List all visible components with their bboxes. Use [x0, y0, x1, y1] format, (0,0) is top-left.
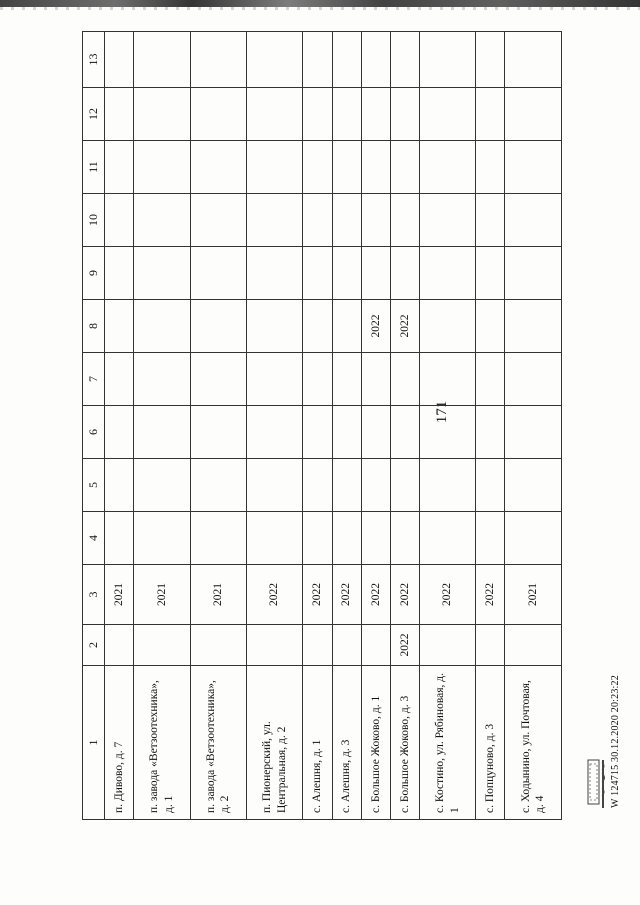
year-cell: 2021 — [505, 565, 562, 625]
year-cell — [190, 300, 246, 353]
year-cell — [246, 141, 302, 194]
column-header: 12 — [83, 88, 105, 141]
year-cell — [332, 194, 361, 247]
year-cell — [476, 32, 505, 88]
address-cell: п. Пионерский, ул. Центральная, д. 2 — [246, 666, 302, 820]
year-cell — [190, 625, 246, 666]
year-cell — [105, 353, 134, 406]
table-row — [332, 32, 361, 820]
column-header: 6 — [83, 406, 105, 459]
address-cell: с. Большое Жоково, д. 3 — [390, 666, 419, 820]
year-cell — [361, 512, 390, 565]
year-cell — [505, 88, 562, 141]
year-cell — [390, 353, 419, 406]
table-row — [505, 32, 562, 820]
table-row — [190, 32, 246, 820]
year-cell — [476, 625, 505, 666]
year-cell — [303, 406, 332, 459]
year-cell — [361, 32, 390, 88]
year-cell — [246, 406, 302, 459]
address-cell: п. завода «Ветзоотехника», д. 2 — [190, 666, 246, 820]
year-cell — [246, 247, 302, 300]
year-cell: 2022 — [476, 565, 505, 625]
table-row — [105, 32, 134, 820]
column-header: 3 — [83, 565, 105, 625]
year-cell — [105, 459, 134, 512]
year-cell — [246, 625, 302, 666]
table-row — [246, 32, 302, 820]
year-cell — [134, 247, 190, 300]
table-row — [134, 32, 190, 820]
table-row — [419, 32, 475, 820]
year-cell — [332, 353, 361, 406]
year-cell — [332, 88, 361, 141]
year-cell — [134, 625, 190, 666]
year-cell — [190, 194, 246, 247]
year-cell — [505, 512, 562, 565]
column-header: 8 — [83, 300, 105, 353]
year-cell — [246, 194, 302, 247]
year-cell — [303, 512, 332, 565]
column-header: 11 — [83, 141, 105, 194]
year-cell — [361, 194, 390, 247]
year-cell — [390, 247, 419, 300]
year-cell — [134, 353, 190, 406]
year-cell — [505, 353, 562, 406]
year-cell — [332, 625, 361, 666]
year-cell — [419, 194, 475, 247]
year-cell — [390, 88, 419, 141]
year-cell — [361, 625, 390, 666]
year-cell — [190, 353, 246, 406]
year-cell: 2022 — [361, 565, 390, 625]
year-cell — [390, 512, 419, 565]
year-cell — [505, 32, 562, 88]
year-cell — [476, 141, 505, 194]
year-cell — [105, 247, 134, 300]
year-cell — [105, 194, 134, 247]
year-cell — [390, 32, 419, 88]
year-cell — [105, 141, 134, 194]
year-cell — [303, 625, 332, 666]
year-cell — [105, 300, 134, 353]
address-cell: с. Попцуново, д. 3 — [476, 666, 505, 820]
year-cell — [419, 459, 475, 512]
year-cell — [303, 353, 332, 406]
year-cell — [419, 88, 475, 141]
table-row — [361, 32, 390, 820]
year-cell: 2022 — [361, 300, 390, 353]
year-cell — [476, 406, 505, 459]
stamp-divider — [602, 760, 604, 808]
year-cell — [419, 353, 475, 406]
year-cell — [190, 247, 246, 300]
year-cell — [134, 512, 190, 565]
year-cell — [419, 300, 475, 353]
year-cell: 2022 — [303, 565, 332, 625]
year-cell — [390, 141, 419, 194]
year-cell — [505, 406, 562, 459]
year-cell — [505, 625, 562, 666]
column-header: 5 — [83, 459, 105, 512]
year-cell — [190, 32, 246, 88]
year-cell — [505, 194, 562, 247]
year-cell — [476, 459, 505, 512]
year-cell — [390, 406, 419, 459]
schedule-table — [82, 31, 562, 820]
year-cell — [134, 459, 190, 512]
address-cell: с. Большое Жоково, д. 1 — [361, 666, 390, 820]
table-body — [83, 32, 562, 820]
year-cell — [332, 300, 361, 353]
year-cell — [476, 353, 505, 406]
year-cell — [246, 32, 302, 88]
year-cell: 2022 — [390, 565, 419, 625]
year-cell — [105, 625, 134, 666]
year-cell — [105, 88, 134, 141]
address-cell: с. Костино, ул. Рябиновая, д. 1 — [419, 666, 475, 820]
year-cell — [476, 300, 505, 353]
year-cell — [476, 194, 505, 247]
column-header: 4 — [83, 512, 105, 565]
table-row — [303, 32, 332, 820]
year-cell: 2021 — [134, 565, 190, 625]
year-cell — [361, 406, 390, 459]
year-cell: 2021 — [105, 565, 134, 625]
year-cell — [390, 194, 419, 247]
year-cell — [505, 141, 562, 194]
year-cell — [303, 88, 332, 141]
year-cell — [246, 512, 302, 565]
year-cell — [303, 459, 332, 512]
scan-noise — [0, 7, 640, 10]
year-cell — [476, 88, 505, 141]
year-cell: 2021 — [190, 565, 246, 625]
document-stamp: W 124715 30.12.2020 20:23:22 — [610, 675, 621, 808]
year-cell — [190, 512, 246, 565]
year-cell — [105, 512, 134, 565]
year-cell — [419, 406, 475, 459]
year-cell — [134, 88, 190, 141]
year-cell — [246, 300, 302, 353]
year-cell — [190, 88, 246, 141]
year-cell — [419, 512, 475, 565]
year-cell — [390, 459, 419, 512]
address-cell: п. Дивово, д. 7 — [105, 666, 134, 820]
column-header: 7 — [83, 353, 105, 406]
year-cell — [361, 459, 390, 512]
year-cell — [419, 247, 475, 300]
column-header: 2 — [83, 625, 105, 666]
year-cell — [332, 406, 361, 459]
year-cell: 2022 — [246, 565, 302, 625]
year-cell: 2022 — [390, 625, 419, 666]
column-header: 1 — [83, 666, 105, 820]
year-cell — [134, 141, 190, 194]
column-header: 9 — [83, 247, 105, 300]
year-cell — [303, 300, 332, 353]
year-cell — [134, 300, 190, 353]
year-cell — [332, 512, 361, 565]
year-cell — [246, 459, 302, 512]
year-cell — [419, 625, 475, 666]
year-cell — [190, 141, 246, 194]
year-cell — [361, 247, 390, 300]
year-cell — [134, 194, 190, 247]
registry-logo-icon — [585, 756, 609, 808]
year-cell — [246, 353, 302, 406]
year-cell — [190, 406, 246, 459]
year-cell — [303, 141, 332, 194]
year-cell — [134, 32, 190, 88]
year-cell: 2022 — [419, 565, 475, 625]
year-cell — [303, 247, 332, 300]
year-cell — [303, 32, 332, 88]
address-cell: с. Алешня, д. 3 — [332, 666, 361, 820]
year-cell — [332, 459, 361, 512]
table-row — [476, 32, 505, 820]
year-cell — [505, 459, 562, 512]
year-cell — [303, 194, 332, 247]
rotated-table-wrapper — [82, 32, 562, 820]
table-header-row — [83, 32, 105, 820]
column-header: 13 — [83, 32, 105, 88]
year-cell — [332, 247, 361, 300]
year-cell — [361, 88, 390, 141]
year-cell — [332, 141, 361, 194]
year-cell — [332, 32, 361, 88]
address-cell: п. завода «Ветзоотехника», д. 1 — [134, 666, 190, 820]
table-row — [390, 32, 419, 820]
page-number: 171 — [434, 400, 450, 424]
year-cell — [105, 406, 134, 459]
address-cell: с. Ходынино, ул. Почтовая, д. 4 — [505, 666, 562, 820]
year-cell — [105, 32, 134, 88]
year-cell — [505, 300, 562, 353]
year-cell: 2022 — [390, 300, 419, 353]
year-cell — [505, 247, 562, 300]
year-cell — [361, 141, 390, 194]
year-cell — [476, 512, 505, 565]
year-cell: 2022 — [332, 565, 361, 625]
year-cell — [361, 353, 390, 406]
column-header: 10 — [83, 194, 105, 247]
year-cell — [190, 459, 246, 512]
address-cell: с. Алешня, д. 1 — [303, 666, 332, 820]
year-cell — [134, 406, 190, 459]
year-cell — [246, 88, 302, 141]
year-cell — [419, 32, 475, 88]
scan-edge — [0, 0, 640, 7]
year-cell — [419, 141, 475, 194]
year-cell — [476, 247, 505, 300]
